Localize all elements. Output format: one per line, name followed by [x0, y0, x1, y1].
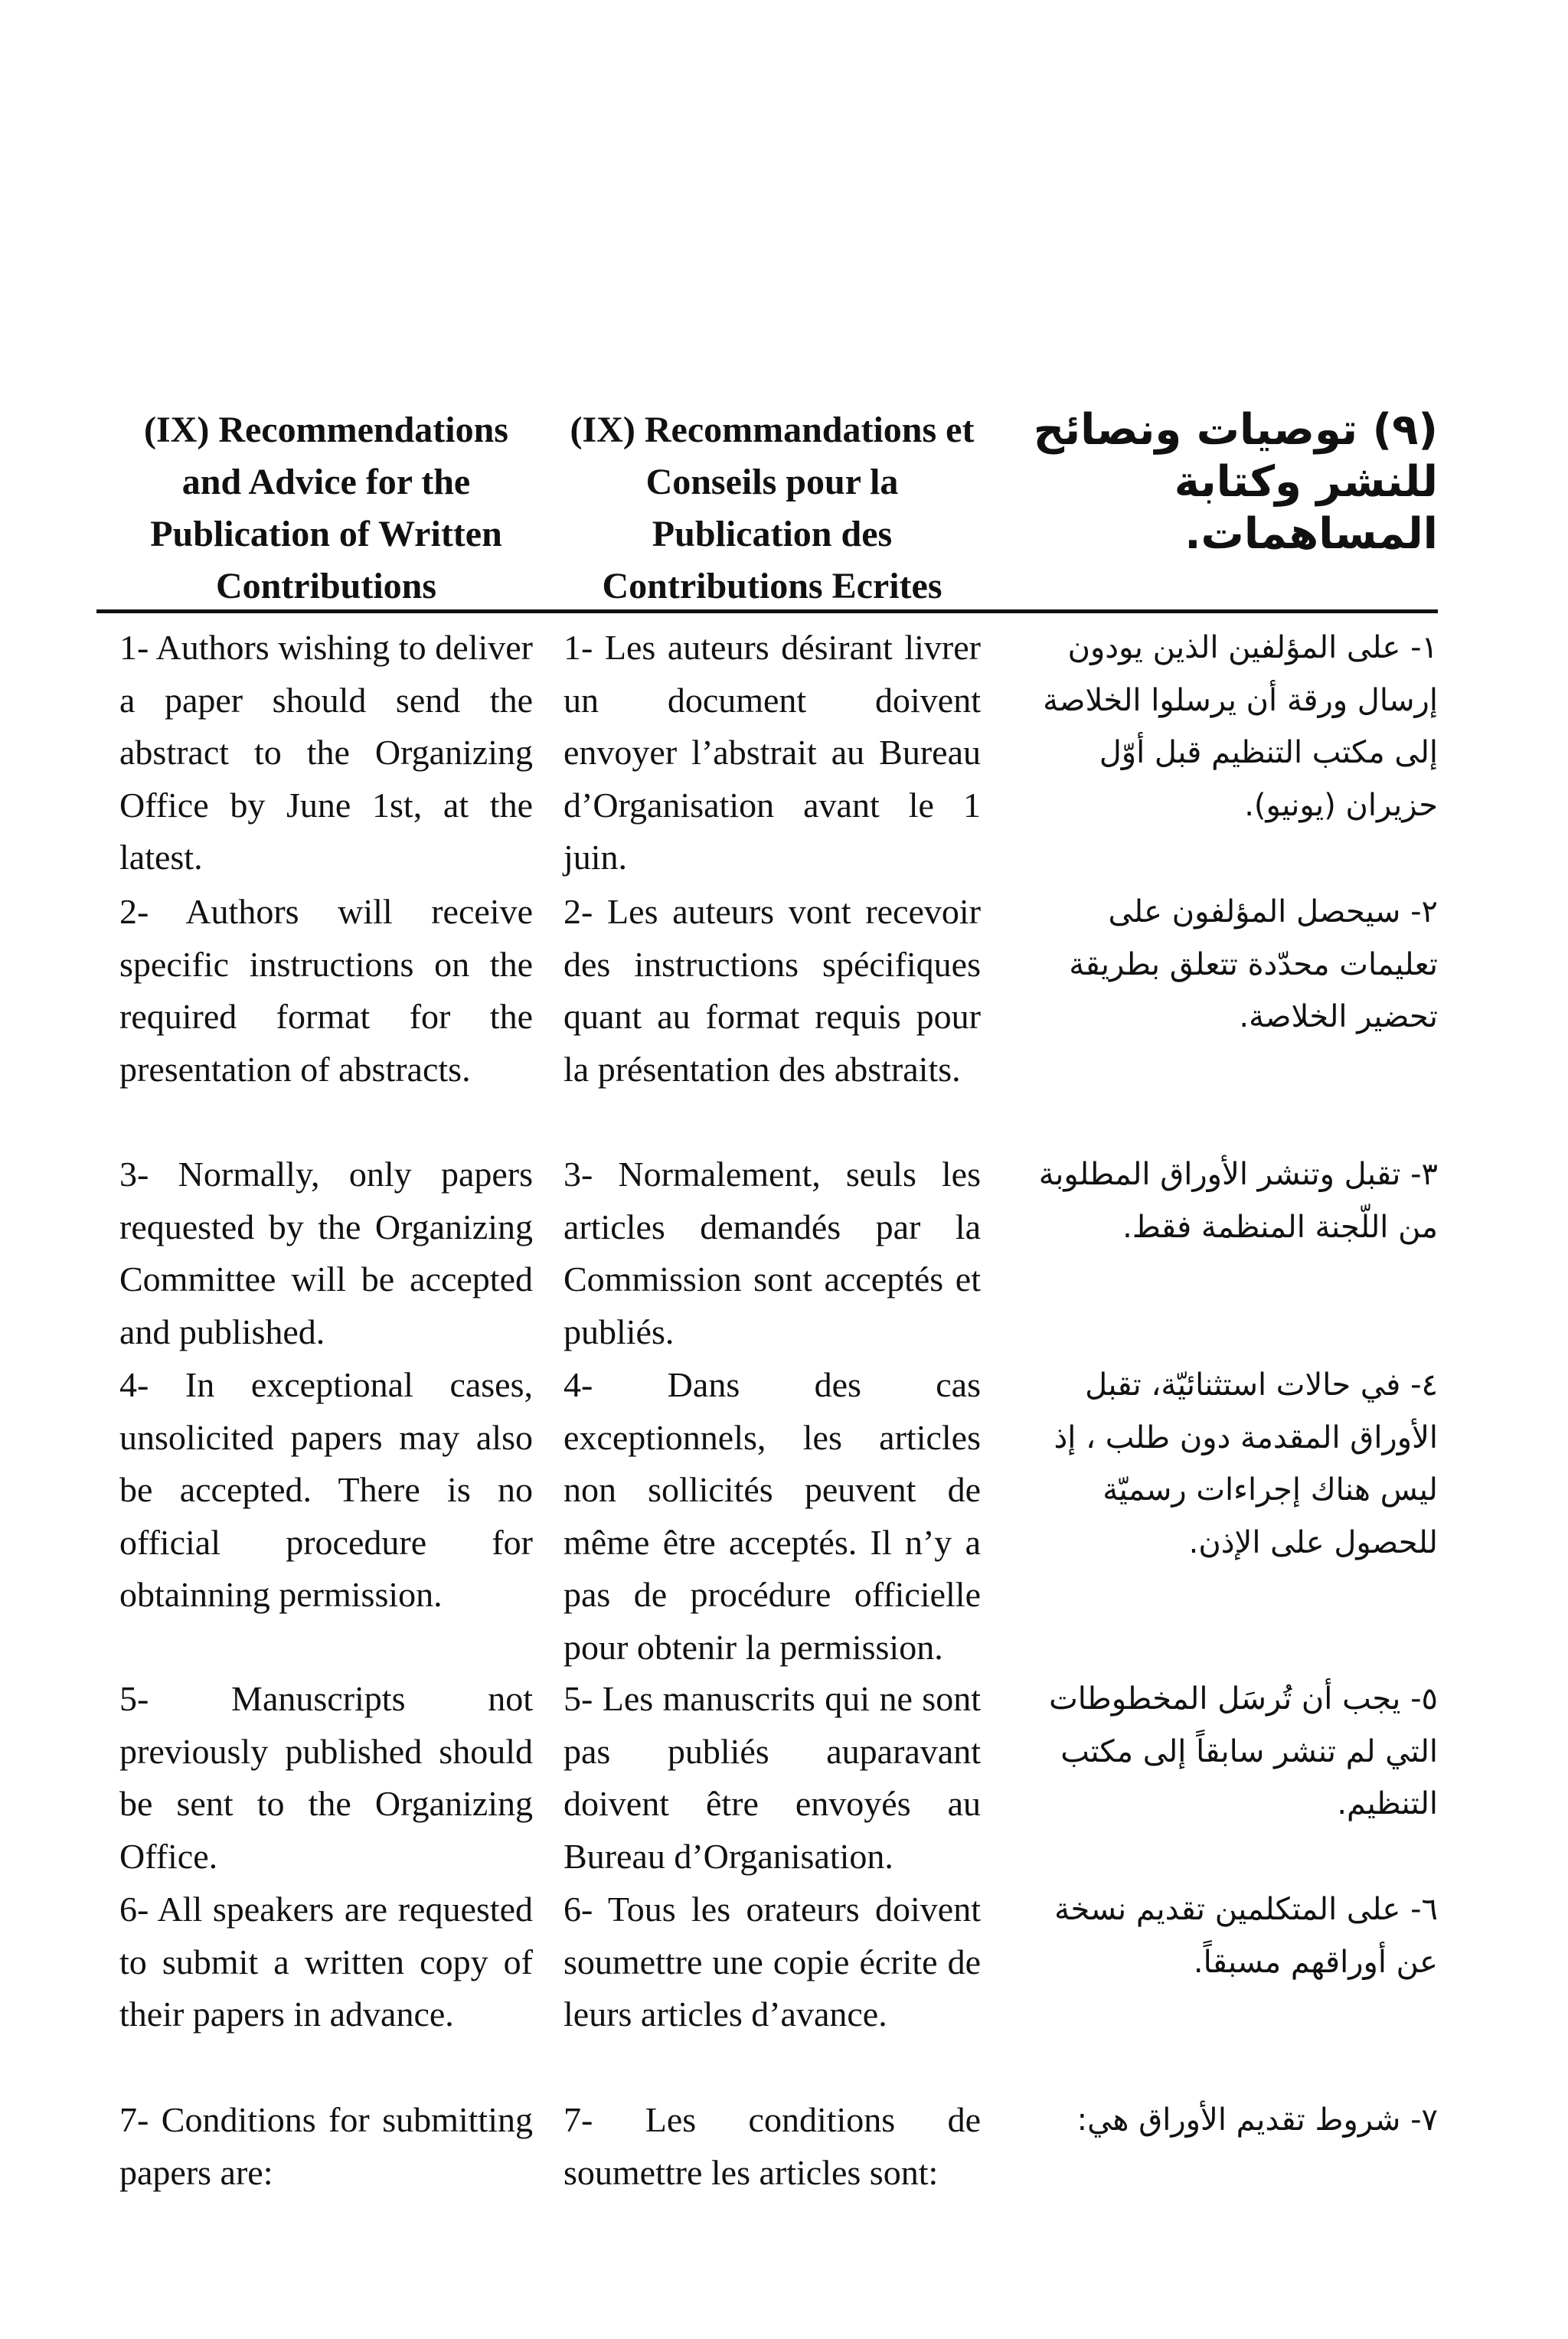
arabic-item-7: ٧- شروط تقديم الأوراق هي: [1076, 2102, 1438, 2138]
french-item-3: 3- Normalement, seuls les articles demandés par la Commission sont acceptés et publiés. [564, 1155, 981, 1351]
french-column [564, 404, 981, 613]
french-heading: (IX) Recommandations et Conseils pour la Publication des Contributions Ecrites [570, 410, 975, 606]
arabic-item-6: ٦- على المتكلمين تقديم نسخة عن أوراقهم مسبقاً. [1054, 1892, 1438, 1980]
french-item-1: 1- Les auteurs désirant livrer un document doivent envoyer l’abstrait au Bureau d’Organisation avant le 1 juin. [564, 628, 981, 877]
french-item-4: 4- Dans des cas exceptionnels, les articles non sollicités peuvent de même être acceptés. Il n’y a pas de procédure officielle pour obtenir la permission. [564, 1365, 981, 1667]
english-item-2: 2- Authors will receive specific instructions on the required format for the presentation of abstracts. [119, 892, 533, 1089]
english-item-7: 7- Conditions for submitting papers are: [119, 2100, 533, 2192]
english-item-5: 5- Manuscripts not previously published should be sent to the Organizing Office. [119, 1679, 533, 1876]
french-item-5: 5- Les manuscrits qui ne sont pas publiés auparavant doivent être envoyés au Bureau d’Organisation. [564, 1679, 981, 1876]
english-column [119, 404, 533, 613]
english-item-1: 1- Authors wishing to deliver a paper should send the abstract to the Organizing Office by June 1st, at the latest. [119, 628, 533, 877]
arabic-item-3: ٣- تقبل وتنشر الأوراق المطلوبة من اللّجنة المنظمة فقط. [1038, 1157, 1438, 1245]
arabic-heading: (٩) توصيات ونصائح للنشر وكتابة المساهمات. [1033, 405, 1438, 559]
english-heading: (IX) Recommendations and Advice for the Publication of Written Contributions [144, 410, 508, 606]
english-item-4: 4- In exceptional cases, unsolicited papers may also be accepted. There is no official procedure for obtainning permission. [119, 1365, 533, 1614]
arabic-item-5: ٥- يجب أن تُرسَل المخطوطات التي لم تنشر سابقاً إلى مكتب التنظيم. [1049, 1681, 1438, 1821]
english-item-6: 6- All speakers are requested to submit a written copy of their papers in advance. [119, 1890, 533, 2034]
french-item-2: 2- Les auteurs vont recevoir des instructions spécifiques quant au format requis pour la présentation des abstraits. [564, 892, 981, 1089]
arabic-item-1: ١- على المؤلفين الذين يودون إرسال ورقة أن يرسلوا الخلاصة إلى مكتب التنظيم قبل أوّل حزيران (يونيو). [1043, 630, 1438, 823]
french-item-7: 7- Les conditions de soumettre les articles sont: [564, 2100, 981, 2192]
arabic-column [1009, 404, 1438, 613]
arabic-item-4: ٤- في حالات استثنائيّة، تقبل الأوراق المقدمة دون طلب ، إذ ليس هناك إجراءات رسميّة للحصول على الإذن. [1054, 1367, 1438, 1560]
header-divider [96, 609, 1438, 613]
french-item-6: 6- Tous les orateurs doivent soumettre une copie écrite de leurs articles d’avance. [564, 1890, 981, 2034]
english-item-3: 3- Normally, only papers requested by the Organizing Committee will be accepted and published. [119, 1155, 533, 1351]
arabic-item-2: ٢- سيحصل المؤلفون على تعليمات محدّدة تتعلق بطريقة تحضير الخلاصة. [1069, 894, 1438, 1034]
